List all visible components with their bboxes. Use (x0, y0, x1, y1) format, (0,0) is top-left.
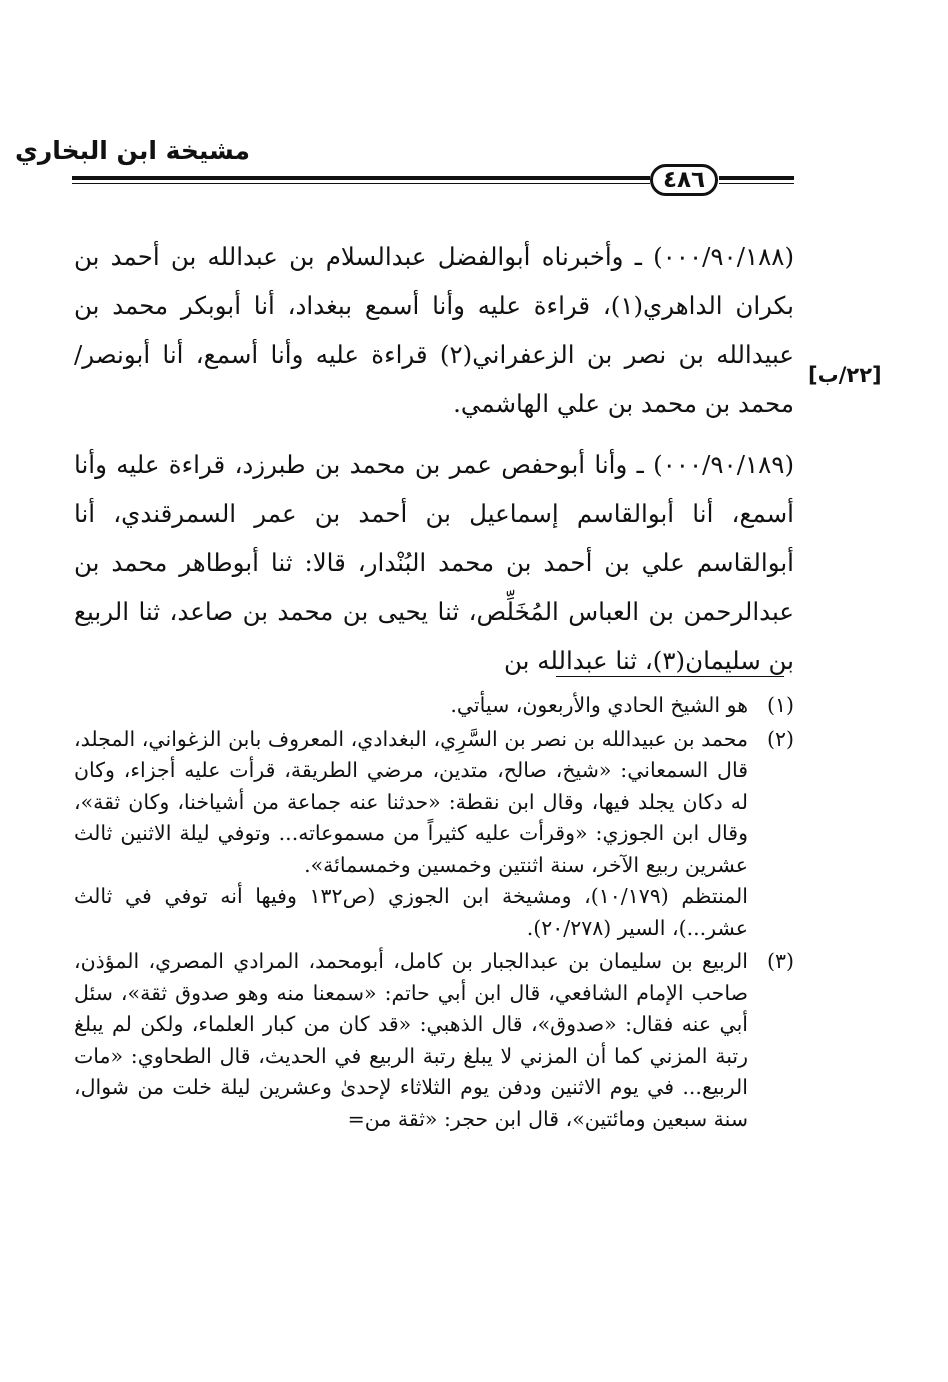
footnote-line: هو الشيخ الحادي والأربعون، سيأتي. (450, 693, 748, 717)
header-rule-right-thin (719, 183, 794, 184)
header-rule-right-thick (719, 176, 794, 180)
footnote-line: المنتظم (١٠/١٧٩)، ومشيخة ابن الجوزي (ص١٣٢ وفيها أنه توفي في ثالث عشر...)، السير (٢٠/٢٧٨). (74, 884, 749, 940)
footnote-line: محمد بن عبيدالله بن نصر بن السَّرِي، البغدادي، المعروف بابن الزغواني، المجلد، قال السمعاني: «شيخ، صالح، متدين، مرضي الطريقة، قرأت عليه أجزاء، وكان له دكان يجلد فيها، وقال ابن نقطة: «حدثنا عنه جماعة من أشياخنا، وكان ثقة»، وقال ابن الجوزي: «وقرأت عليه كثيراً من مسموعاته... وتوفي ليلة الاثنين ثالث عشرين ربيع الآخر، سنة اثنتين وخمسين وخمسمائة». (74, 726, 748, 877)
footnote-1 (74, 690, 794, 722)
header-rule-thick (72, 176, 650, 180)
footnote-number: (١) (766, 693, 794, 717)
book-title: مشيخة ابن البخاري (14, 136, 250, 165)
footnote-text (74, 724, 748, 945)
footnote-text (74, 690, 748, 722)
footnote-3 (74, 946, 794, 1135)
footnote-text (74, 946, 748, 1135)
footnotes (74, 690, 794, 1137)
page-number: ٤٨٦ (650, 164, 718, 196)
footnote-separator (556, 676, 784, 677)
manuscript-folio-note: [٢٢/ب] (808, 363, 882, 387)
paragraph-text: (٠٠٠/٩٠/١٨٩) ـ وأنا أبوحفص عمر بن محمد بن طبرزد، قراءة عليه وأنا أسمع، أنا أبوالقاسم إسماعيل بن أحمد بن عمر السمرقندي، أنا أبوالقاسم علي بن أحمد بن محمد البُنْدار، قالا: ثنا أبوطاهر محمد بن عبدالرحمن بن العباس المُخَلِّص، ثنا يحيى بن محمد بن صاعد، ثنا الربيع بن سليمان(٣)، ثنا عبدالله بن (74, 450, 794, 675)
footnote-2 (74, 724, 794, 945)
page-header (0, 0, 948, 200)
paragraph-text: (٠٠٠/٩٠/١٨٨) ـ وأخبرناه أبوالفضل عبدالسلام بن عبدالله بن أحمد بن بكران الداهري(١)، قراءة عليه وأنا أسمع ببغداد، أنا أبوبكر محمد بن عبيدالله بن نصر بن الزعفراني(٢) قراءة عليه وأنا أسمع، أنا أبونصر/ محمد بن محمد بن علي الهاشمي. (74, 242, 794, 418)
footnote-line: الربيع بن سليمان بن عبدالجبار بن كامل، أبومحمد، المرادي المصري، المؤذن، صاحب الإمام الشافعي، قال ابن أبي حاتم: «سمعنا منه وهو صدوق ثقة»، سئل أبي عنه فقال: «صدوق»، قال الذهبي: «قد كان من كبار العلماء، ولكن لم يبلغ رتبة المزني كما أن المزني لا يبلغ رتبة الربيع في الحديث، قال الطحاوي: «مات الربيع... في يوم الاثنين ودفن يوم الثلاثاء لإحدىٰ وعشرين ليلة خلت من شوال، سنة سبعين ومائتين»، قال ابن حجر: «ثقة من= (74, 949, 748, 1131)
footnote-number: (٢) (766, 726, 794, 751)
footnote-number: (٣) (766, 949, 794, 973)
hadith-paragraph-189 (74, 440, 794, 685)
hadith-paragraph-188 (74, 232, 794, 428)
header-rule-thin (72, 183, 650, 184)
